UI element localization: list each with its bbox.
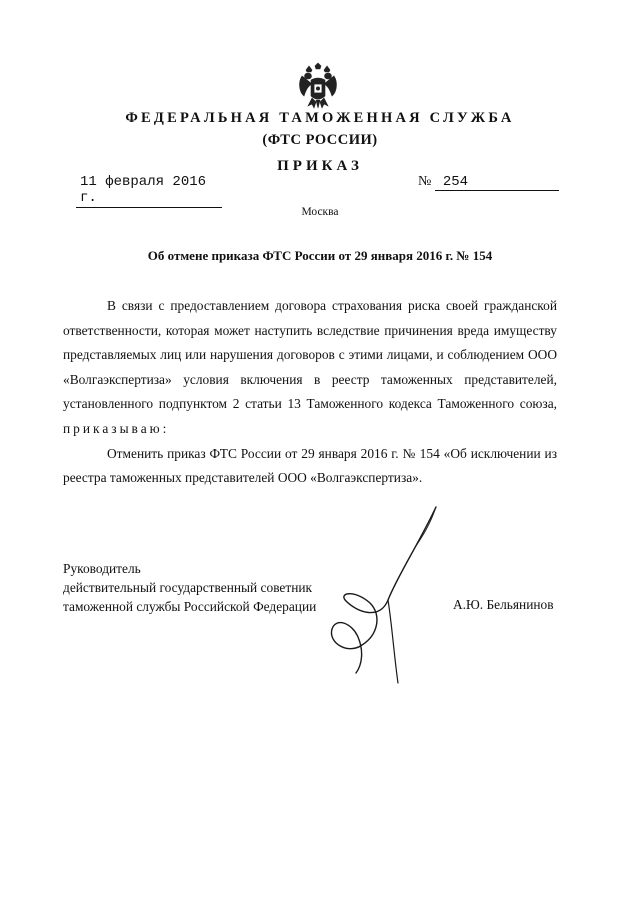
- document-number: [418, 174, 559, 191]
- document-body: [63, 294, 557, 491]
- number-sign: №: [418, 174, 432, 189]
- city: Москва: [301, 206, 339, 218]
- handwritten-signature: [318, 505, 458, 685]
- signatory-name: А.Ю. Бельянинов: [453, 597, 554, 612]
- signatory-title: [63, 559, 316, 616]
- number-value: 254: [435, 174, 559, 191]
- coat-of-arms-icon: [296, 62, 340, 112]
- agency-short-name: (ФТС РОССИИ): [262, 132, 378, 148]
- document-date: 11 февраля 2016 г.: [76, 174, 222, 208]
- agency-name: ФЕДЕРАЛЬНАЯ ТАМОЖЕННАЯ СЛУЖБА: [125, 110, 515, 126]
- paragraph-1-text: В связи с предоставлением договора страхования риска своей гражданской ответственности, которая может наступить вследствие причинения вреда имуществу представляемых лиц или нарушения договоров с этими лицами, и соблюдением ООО «Волгаэкспертиза» условия включения в реестр таможенных представителей, установленного подпунктом 2 статьи 13 Таможенного кодекса Таможенного союза,: [63, 298, 557, 412]
- document-subject: Об отмене приказа ФТС России от 29 января 2016 г. № 154: [147, 248, 493, 263]
- signatory-line-3: таможенной службы Российской Федерации: [63, 599, 317, 614]
- document-type: ПРИКАЗ: [277, 158, 363, 174]
- signatory-line-1: Руководитель: [63, 561, 141, 576]
- paragraph-2: Отменить приказ ФТС России от 29 января 2016 г. № 154 «Об исключении из реестра таможенных представителей ООО «Волгаэкспертиза».: [63, 445, 557, 486]
- signatory-line-2: действительный государственный советник: [63, 580, 313, 595]
- order-word: приказываю:: [63, 420, 170, 436]
- paragraph-1: [63, 294, 557, 442]
